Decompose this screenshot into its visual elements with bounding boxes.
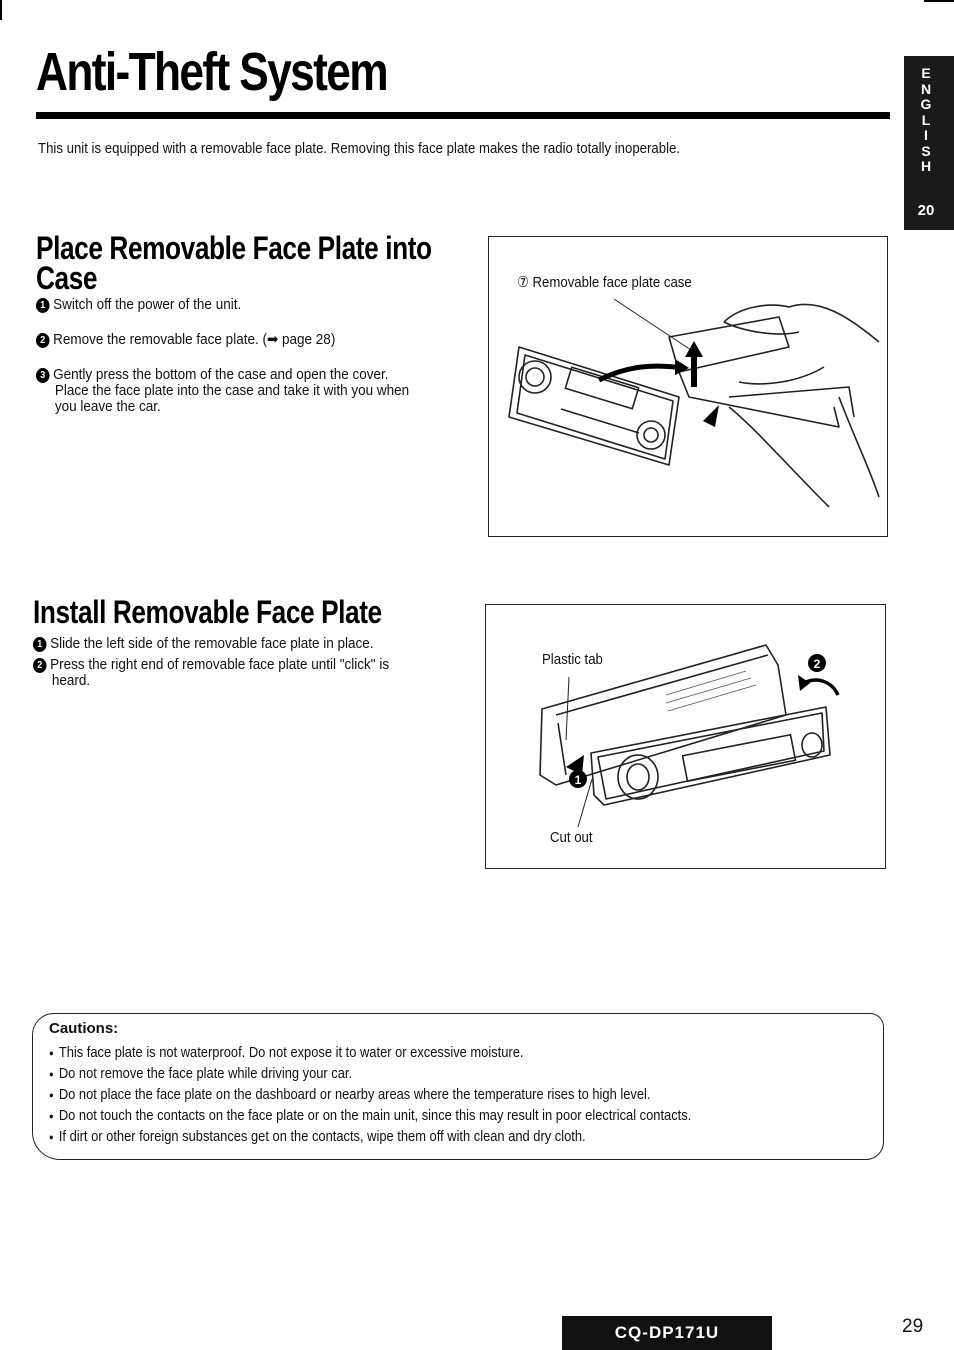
figure-install-plate bbox=[485, 604, 886, 869]
cautions-title: Cautions: bbox=[49, 1020, 119, 1037]
crop-mark bbox=[924, 0, 954, 2]
step-number: 1 bbox=[33, 637, 47, 652]
step-text: Switch off the power of the unit. bbox=[53, 296, 242, 313]
title-rule bbox=[36, 112, 890, 119]
language-tab bbox=[904, 56, 954, 230]
figure-face-plate-case bbox=[488, 236, 888, 537]
step-text: heard. bbox=[51, 672, 91, 689]
step-number: 1 bbox=[36, 298, 50, 313]
language-tab-page: 20 bbox=[917, 202, 935, 219]
cautions-box bbox=[32, 1013, 884, 1160]
cautions-list bbox=[49, 1042, 796, 1147]
caution-item: ● This face plate is not waterproof. Do not expose it to water or excessive moisture. bbox=[49, 1042, 691, 1063]
install-illustration bbox=[486, 605, 885, 868]
language-letter: G bbox=[920, 96, 932, 112]
marker-1-number: 1 bbox=[574, 773, 582, 787]
language-letter: E bbox=[921, 65, 931, 81]
step-text: Remove the removable face plate. (➡ page 28) bbox=[53, 331, 336, 348]
section-heading-install-plate: Install Removable Face Plate bbox=[33, 594, 382, 630]
figure-label: ⑦ Removable face plate case bbox=[517, 274, 692, 291]
crop-mark bbox=[0, 0, 2, 20]
step-text: Place the face plate into the case and take it with you when bbox=[54, 382, 410, 399]
step-3 bbox=[36, 367, 468, 415]
case-shape bbox=[669, 317, 789, 372]
intro-text: This unit is equipped with a removable face plate. Removing this face plate makes the radio totally inoperable. bbox=[38, 140, 681, 157]
step-2 bbox=[33, 657, 465, 689]
step-text: Press the right end of removable face plate until "click" is bbox=[50, 656, 390, 673]
plastic-tab-label: Plastic tab bbox=[542, 651, 603, 668]
caution-item: ● Do not remove the face plate while driving your car. bbox=[49, 1063, 691, 1084]
page-title: Anti-Theft System bbox=[36, 42, 387, 102]
language-letter: H bbox=[920, 158, 932, 174]
language-letter: S bbox=[921, 142, 931, 159]
caution-item: ● If dirt or other foreign substances get on the contacts, wipe them off with clean and dry cloth. bbox=[49, 1126, 691, 1147]
section-heading-place-in-case: Place Removable Face Plate into Case bbox=[36, 230, 432, 296]
language-letter: L bbox=[921, 111, 931, 128]
cut-out-label: Cut out bbox=[550, 829, 593, 846]
step-text: Slide the left side of the removable face plate in place. bbox=[50, 635, 374, 652]
step-number: 2 bbox=[36, 333, 50, 348]
step-text: Gently press the bottom of the case and open the cover. bbox=[53, 366, 389, 383]
case-illustration bbox=[489, 237, 887, 536]
page-number: 29 bbox=[902, 1316, 924, 1337]
language-letter: N bbox=[920, 80, 932, 97]
marker-2-number: 2 bbox=[813, 657, 821, 671]
model-badge: CQ-DP171U bbox=[562, 1316, 772, 1350]
step-text: you leave the car. bbox=[54, 398, 161, 415]
step-1 bbox=[36, 297, 468, 313]
step-number: 3 bbox=[36, 368, 50, 383]
step-number: 2 bbox=[33, 658, 47, 673]
language-letter: I bbox=[924, 127, 928, 143]
language-tab-letters bbox=[904, 66, 948, 175]
caution-item: ● Do not touch the contacts on the face plate or on the main unit, since this may result in poor electrical contacts. bbox=[49, 1105, 691, 1126]
step-1 bbox=[33, 636, 465, 652]
caution-item: ● Do not place the face plate on the dashboard or nearby areas where the temperature rises to high level. bbox=[49, 1084, 691, 1105]
step-2 bbox=[36, 332, 468, 348]
